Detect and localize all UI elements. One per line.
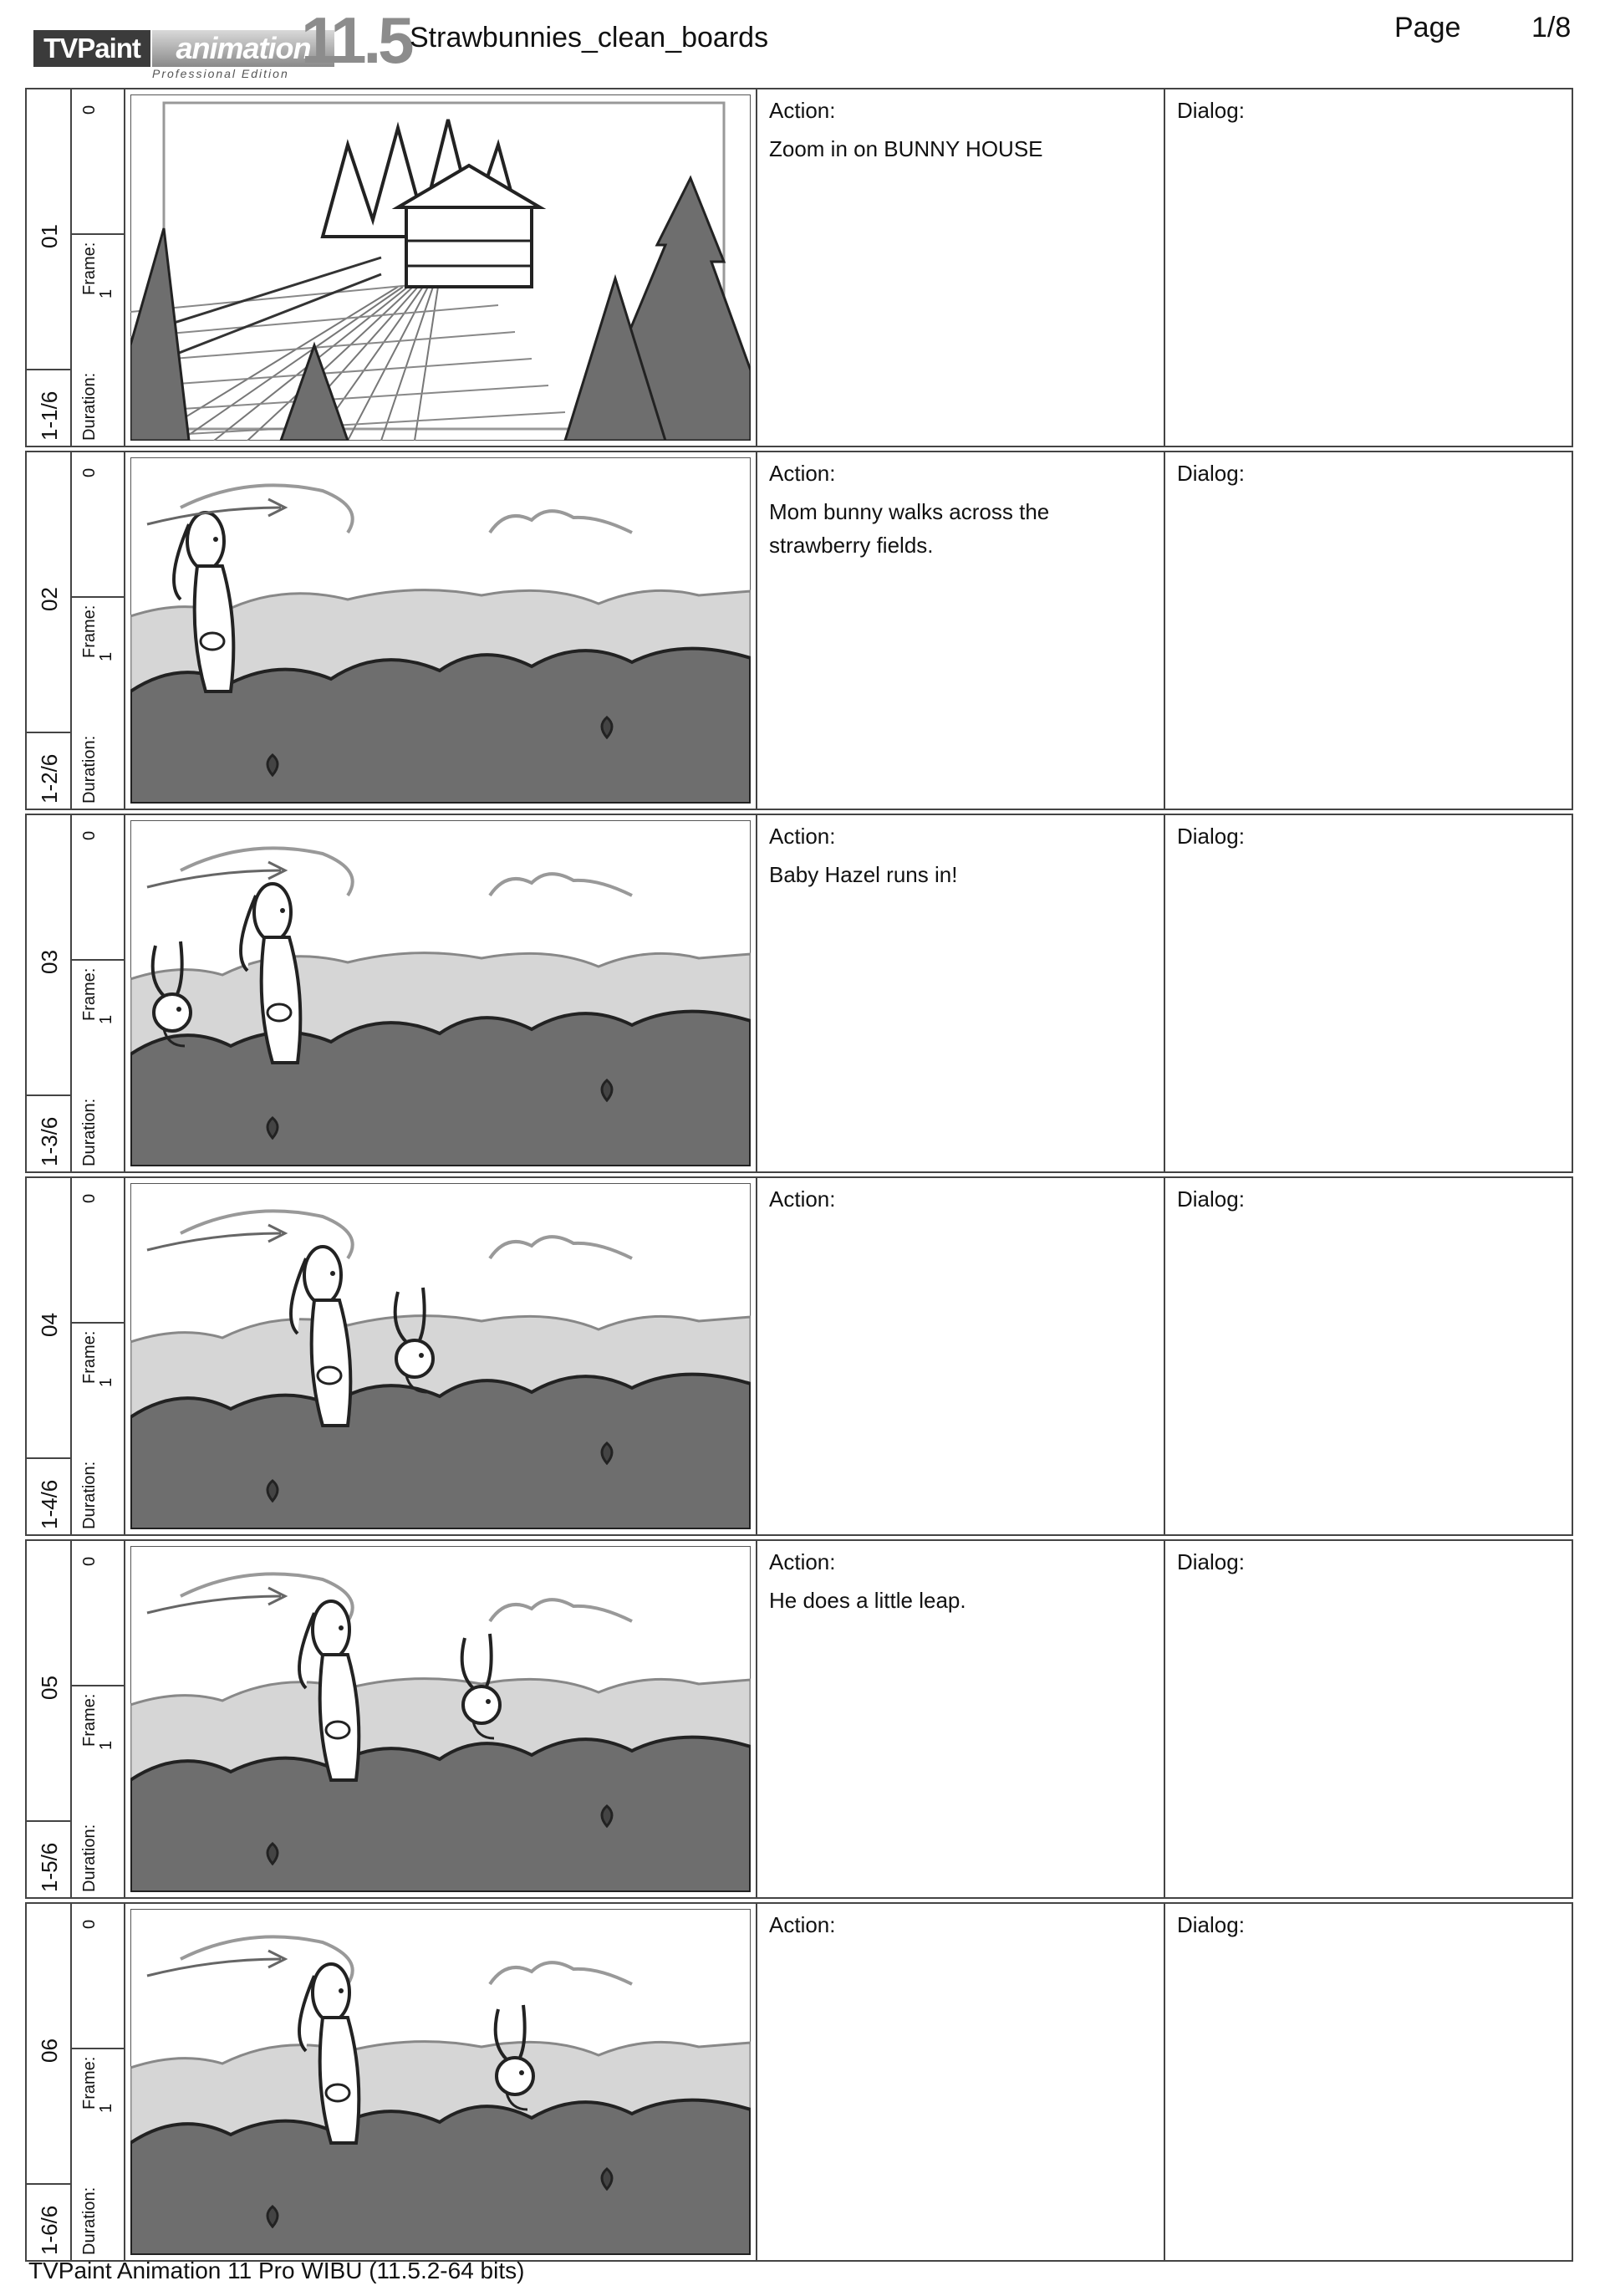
- action-text: Baby Hazel runs in!: [769, 862, 958, 887]
- action-cell: [759, 815, 1165, 1171]
- action-cell: [759, 452, 1165, 809]
- tvpaint-logo: [33, 3, 411, 80]
- storyboard-panel: [25, 1902, 1573, 2262]
- action-label: Action:: [769, 98, 836, 123]
- frame-label: Frame:: [80, 2056, 99, 2110]
- storyboard-drawing: [130, 1546, 751, 1892]
- header: [0, 0, 1605, 84]
- storyboard-panel: [25, 88, 1573, 447]
- action-cell: [759, 89, 1165, 446]
- panel-duration: 1-3/6: [37, 1116, 62, 1166]
- dialog-cell: [1167, 89, 1572, 446]
- storyboard-panel: [25, 451, 1573, 810]
- logo-edition: Professional Edition: [152, 67, 289, 80]
- panel-info-column: [27, 815, 124, 1171]
- storyboard-drawing: [130, 457, 751, 804]
- frame-label: Frame:: [80, 605, 99, 658]
- action-cell: [759, 1904, 1165, 2260]
- action-cell: [759, 1541, 1165, 1897]
- panel-number: 05: [37, 1676, 62, 1700]
- frame-start: 0: [80, 1193, 99, 1203]
- logo-word: animation: [152, 30, 334, 67]
- action-text: Zoom in on BUNNY HOUSE: [769, 136, 1043, 161]
- panel-duration: 1-6/6: [37, 2205, 62, 2255]
- frame-end: 1: [97, 288, 115, 298]
- frame-label: Frame:: [80, 1330, 99, 1384]
- panel-image: [125, 89, 757, 446]
- dialog-cell: [1167, 1541, 1572, 1897]
- duration-label: Duration:: [80, 2186, 99, 2255]
- page-number: 1/8: [1531, 12, 1572, 43]
- frame-start: 0: [80, 1556, 99, 1566]
- frame-label: Frame:: [80, 1693, 99, 1747]
- panel-image: [125, 1904, 757, 2260]
- frame-label: Frame:: [80, 242, 99, 295]
- panel-info-column: [27, 1178, 124, 1534]
- dialog-cell: [1167, 452, 1572, 809]
- action-text: He does a little leap.: [769, 1588, 966, 1613]
- frame-end: 1: [97, 1014, 115, 1024]
- panel-info-column: [27, 1541, 124, 1897]
- dialog-label: Dialog:: [1177, 461, 1245, 486]
- page-label: Page: [1394, 12, 1461, 43]
- duration-label: Duration:: [80, 1824, 99, 1892]
- frame-start: 0: [80, 105, 99, 115]
- dialog-label: Dialog:: [1177, 1912, 1245, 1937]
- frame-end: 1: [97, 651, 115, 661]
- logo-version: 11.5: [301, 3, 411, 77]
- panel-image: [125, 815, 757, 1171]
- panel-duration: 1-4/6: [37, 1479, 62, 1529]
- dialog-cell: [1167, 815, 1572, 1171]
- panel-number: 01: [37, 224, 62, 248]
- duration-label: Duration:: [80, 372, 99, 441]
- dialog-cell: [1167, 1904, 1572, 2260]
- storyboard-drawing: [130, 820, 751, 1166]
- panel-image: [125, 1541, 757, 1897]
- duration-label: Duration:: [80, 1461, 99, 1529]
- frame-start: 0: [80, 467, 99, 477]
- panel-info-column: [27, 89, 124, 446]
- dialog-cell: [1167, 1178, 1572, 1534]
- action-label: Action:: [769, 1186, 836, 1212]
- duration-label: Duration:: [80, 735, 99, 804]
- action-text: Mom bunny walks across the strawberry fields.: [769, 499, 1050, 558]
- storyboard-drawing: [130, 1909, 751, 2255]
- storyboard-drawing: [130, 94, 751, 441]
- footer-version: TVPaint Animation 11 Pro WIBU (11.5.2-64 bits): [28, 2258, 525, 2283]
- dialog-label: Dialog:: [1177, 98, 1245, 123]
- action-cell: [759, 1178, 1165, 1534]
- dialog-label: Dialog:: [1177, 824, 1245, 849]
- panel-number: 02: [37, 587, 62, 611]
- action-label: Action:: [769, 1549, 836, 1574]
- frame-start: 0: [80, 1919, 99, 1929]
- storyboard-panel: [25, 814, 1573, 1173]
- action-label: Action:: [769, 824, 836, 849]
- frame-end: 1: [97, 1377, 115, 1387]
- panel-duration: 1-1/6: [37, 390, 62, 441]
- frame-label: Frame:: [80, 967, 99, 1021]
- dialog-label: Dialog:: [1177, 1549, 1245, 1574]
- panel-duration: 1-5/6: [37, 1842, 62, 1892]
- panel-number: 04: [37, 1313, 62, 1337]
- panel-image: [125, 1178, 757, 1534]
- action-label: Action:: [769, 1912, 836, 1937]
- storyboard-panel: [25, 1539, 1573, 1899]
- panel-info-column: [27, 452, 124, 809]
- panel-number: 03: [37, 950, 62, 974]
- storyboard-drawing: [130, 1183, 751, 1529]
- frame-start: 0: [80, 830, 99, 840]
- storyboard-panel: [25, 1176, 1573, 1536]
- dialog-label: Dialog:: [1177, 1186, 1245, 1212]
- frame-end: 1: [97, 2103, 115, 2113]
- panel-number: 06: [37, 2038, 62, 2063]
- panel-duration: 1-2/6: [37, 753, 62, 804]
- panel-info-column: [27, 1904, 124, 2260]
- document-title: Strawbunnies_clean_boards: [410, 22, 769, 54]
- frame-end: 1: [97, 1740, 115, 1750]
- panel-image: [125, 452, 757, 809]
- action-label: Action:: [769, 461, 836, 486]
- logo-brand: TVPaint: [33, 30, 150, 67]
- duration-label: Duration:: [80, 1098, 99, 1166]
